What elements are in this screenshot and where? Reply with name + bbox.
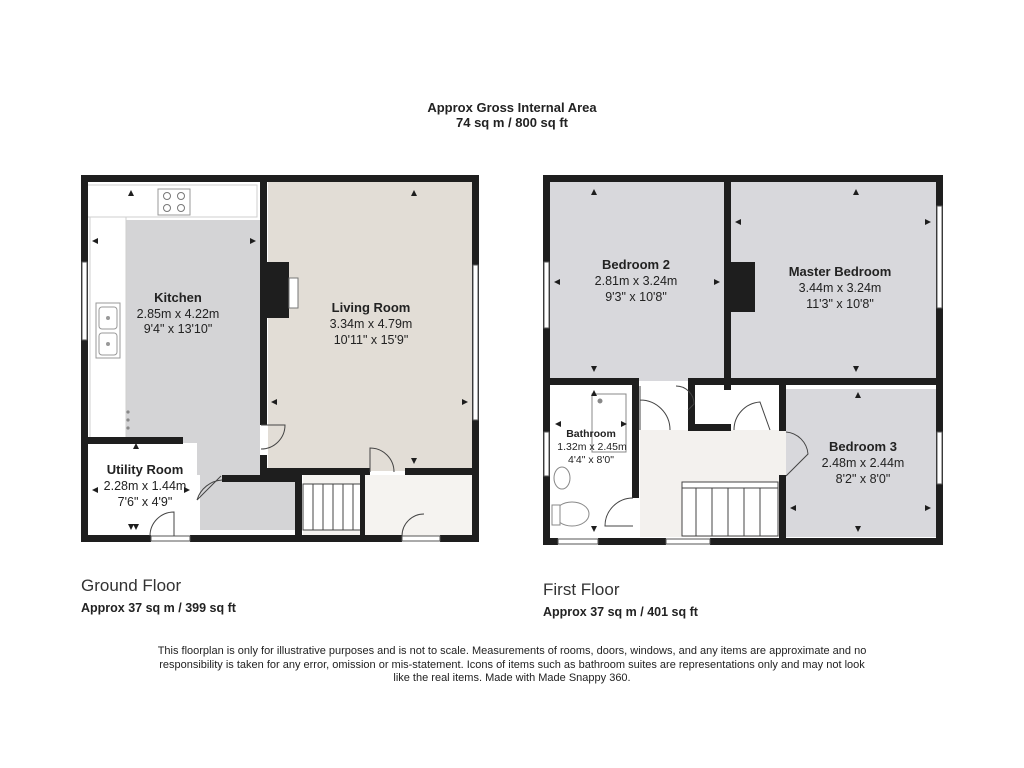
utility-room-imperial: 7'6" x 4'9" xyxy=(117,495,173,509)
washbasin-icon xyxy=(554,467,570,489)
bedroom-3-imperial: 8'2" x 8'0" xyxy=(835,472,891,486)
kitchen-appliance-dot xyxy=(126,426,129,429)
ground-floor-plan xyxy=(81,175,479,542)
gia-label: Approx Gross Internal Area xyxy=(427,100,597,115)
kitchen-name: Kitchen xyxy=(154,290,202,305)
ground-floor-area: Approx 37 sq m / 399 sq ft xyxy=(81,601,236,615)
master-bedroom-imperial: 11'3" x 10'8" xyxy=(806,297,874,311)
kitchen-appliance-dot xyxy=(126,410,129,413)
shower-head-icon xyxy=(598,399,602,403)
kitchen-floor xyxy=(126,220,260,475)
first-floor-staircase xyxy=(682,482,778,536)
ground-floor-staircase xyxy=(303,484,363,530)
master-bedroom-metric: 3.44m x 3.24m xyxy=(798,281,882,295)
toilet-cistern-icon xyxy=(552,505,560,525)
disclaimer-text: This floorplan is only for illustrative purposes and is not to scale. Measurements of rooms, doors, windows, and any items are approximate and no responsibility is taken for any error, omission or mis-statement. Icons of items such as bathroom suites are representations only and may not look like the real items. Made with Made Snappy 360. xyxy=(157,645,867,684)
hob-icon xyxy=(158,189,190,215)
utility-room-name: Utility Room xyxy=(106,462,184,477)
bedroom-2-imperial: 9'3" x 10'8" xyxy=(605,290,667,304)
utility-room-metric: 2.28m x 1.44m xyxy=(103,479,187,493)
bedroom-2-name: Bedroom 2 xyxy=(602,257,670,272)
sink-icon xyxy=(96,303,120,358)
kitchen-metric: 2.85m x 4.22m xyxy=(136,307,220,321)
fireplace-icon xyxy=(289,278,298,308)
bedroom-2-metric: 2.81m x 3.24m xyxy=(594,274,678,288)
first-floor-plan xyxy=(543,175,943,545)
first-floor-label: First Floor xyxy=(543,580,620,599)
master-bedroom-name: Master Bedroom xyxy=(788,264,892,279)
living-room-name: Living Room xyxy=(331,300,411,315)
living-room-metric: 3.34m x 4.79m xyxy=(329,317,413,331)
first-floor-area: Approx 37 sq m / 401 sq ft xyxy=(543,605,698,619)
kitchen-imperial: 9'4" x 13'10" xyxy=(143,322,213,336)
bathroom-metric: 1.32m x 2.45m xyxy=(557,441,627,453)
gia-value: 74 sq m / 800 sq ft xyxy=(456,115,568,130)
bathroom-name: Bathroom xyxy=(566,428,616,440)
bedroom-3-name: Bedroom 3 xyxy=(829,439,897,454)
living-room-imperial: 10'11" x 15'9" xyxy=(333,333,409,347)
bathroom-imperial: 4'4" x 8'0" xyxy=(568,454,614,466)
bedroom-3-metric: 2.48m x 2.44m xyxy=(821,456,905,470)
ground-floor-label: Ground Floor xyxy=(81,576,182,595)
kitchen-appliance-dot xyxy=(126,418,129,421)
